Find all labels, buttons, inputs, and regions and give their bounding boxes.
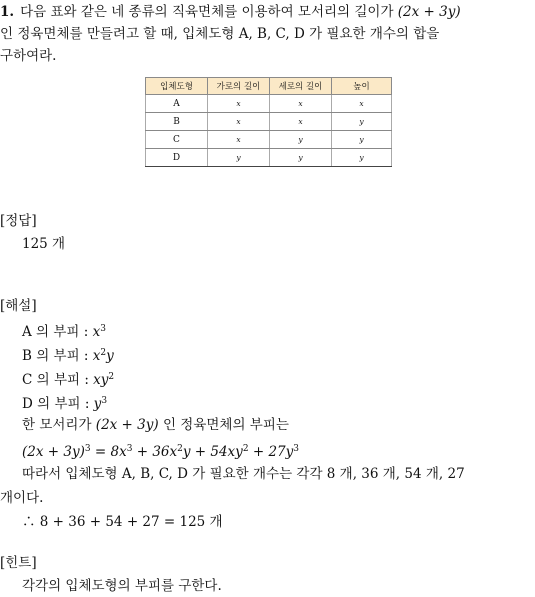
table-cell: D <box>146 149 208 167</box>
table-header-width: 가로의 길이 <box>208 78 270 95</box>
hint-text: 각각의 입체도형의 부피를 구한다. <box>22 578 222 594</box>
solution-a-label: A 의 부피 : <box>22 324 93 340</box>
table-row <box>146 149 392 167</box>
table-cell: y <box>332 113 392 131</box>
table-header-height: 높이 <box>332 78 392 95</box>
table-header-depth: 세로의 길이 <box>270 78 332 95</box>
problem-line-2: 인 정육면체를 만들려고 할 때, 입체도형 A, B, C, D 가 필요한 개수의 합을 <box>0 26 440 42</box>
expansion-part-1: (2x + 3y) <box>22 444 85 460</box>
expansion-part-3: + 36x <box>132 444 178 460</box>
solution-therefore-line-1: 따라서 입체도형 A, B, C, D 가 필요한 개수는 각각 8 개, 36 개, 54 개, 27 <box>22 466 465 482</box>
table-header-shape: 입체도형 <box>146 78 208 95</box>
solution-cube-math: (2x + 3y) <box>95 417 159 433</box>
table-cell: x <box>270 113 332 131</box>
problem-line-3: 구하여라. <box>0 48 57 64</box>
problem-line-1 <box>0 2 461 22</box>
solution-d-label: D 의 부피 : <box>22 396 94 412</box>
table-row <box>146 95 392 113</box>
table-cell: A <box>146 95 208 113</box>
table-cell: y <box>270 149 332 167</box>
expansion-exp-4: 2 <box>242 444 249 454</box>
table-cell: B <box>146 113 208 131</box>
table-cell: C <box>146 131 208 149</box>
solution-b-math: x <box>92 348 101 364</box>
table-row <box>146 113 392 131</box>
problem-text-1: 다음 표와 같은 네 종류의 직육면체를 이용하여 모서리의 길이가 <box>20 4 398 20</box>
solution-b-label: B 의 부피 : <box>22 348 93 364</box>
solution-a-math: x <box>92 324 101 340</box>
dimension-table <box>145 77 392 167</box>
solution-heading: [해설] <box>0 298 37 314</box>
expansion-part-2: = 8x <box>90 444 127 460</box>
solution-a-exp: 3 <box>100 324 106 334</box>
solution-final-line: ∴ 8 + 36 + 54 + 27 = 125 개 <box>22 514 223 530</box>
problem-math-1: (2x + 3y) <box>397 4 461 20</box>
expansion-exp-3: 2 <box>177 444 183 454</box>
solution-expansion-line <box>22 439 299 462</box>
solution-d-exp: 3 <box>101 396 108 406</box>
solution-d-math: y <box>93 396 102 412</box>
solution-cube-line <box>22 415 289 435</box>
solution-c-label: C 의 부피 : <box>22 372 94 388</box>
table-cell: x <box>332 95 392 113</box>
expansion-part-5: + 27y <box>248 444 294 460</box>
expansion-part-4: y + 54xy <box>182 444 243 460</box>
table-cell: y <box>332 131 392 149</box>
table-cell: y <box>332 149 392 167</box>
solution-c-math: xy <box>93 372 109 388</box>
table-cell: x <box>208 95 270 113</box>
table-header-row <box>146 78 392 95</box>
solution-cube-text-1: 한 모서리가 <box>22 417 96 433</box>
expansion-exp-1: 3 <box>84 444 91 454</box>
hint-heading: [힌트] <box>0 555 37 571</box>
solution-therefore-line-2: 개이다. <box>0 490 44 506</box>
problem-number: 1. <box>0 4 15 20</box>
table-cell: x <box>208 113 270 131</box>
solution-cube-text-2: 인 정육면체의 부피는 <box>158 417 289 433</box>
solution-line-b <box>22 343 114 366</box>
solution-line-a <box>22 319 106 342</box>
solution-c-exp: 2 <box>108 372 115 382</box>
table-cell: y <box>270 131 332 149</box>
expansion-exp-5: 3 <box>293 444 299 454</box>
expansion-exp-2: 3 <box>126 444 133 454</box>
solution-line-d <box>22 391 107 414</box>
table-row <box>146 131 392 149</box>
table-cell: x <box>270 95 332 113</box>
answer-text: 125 개 <box>22 236 66 252</box>
solution-b-math-2: y <box>106 348 114 364</box>
answer-heading: [정답] <box>0 213 37 229</box>
table-cell: x <box>208 131 270 149</box>
solution-b-exp: 2 <box>100 348 107 358</box>
table-cell: y <box>208 149 270 167</box>
solution-line-c <box>22 367 114 390</box>
